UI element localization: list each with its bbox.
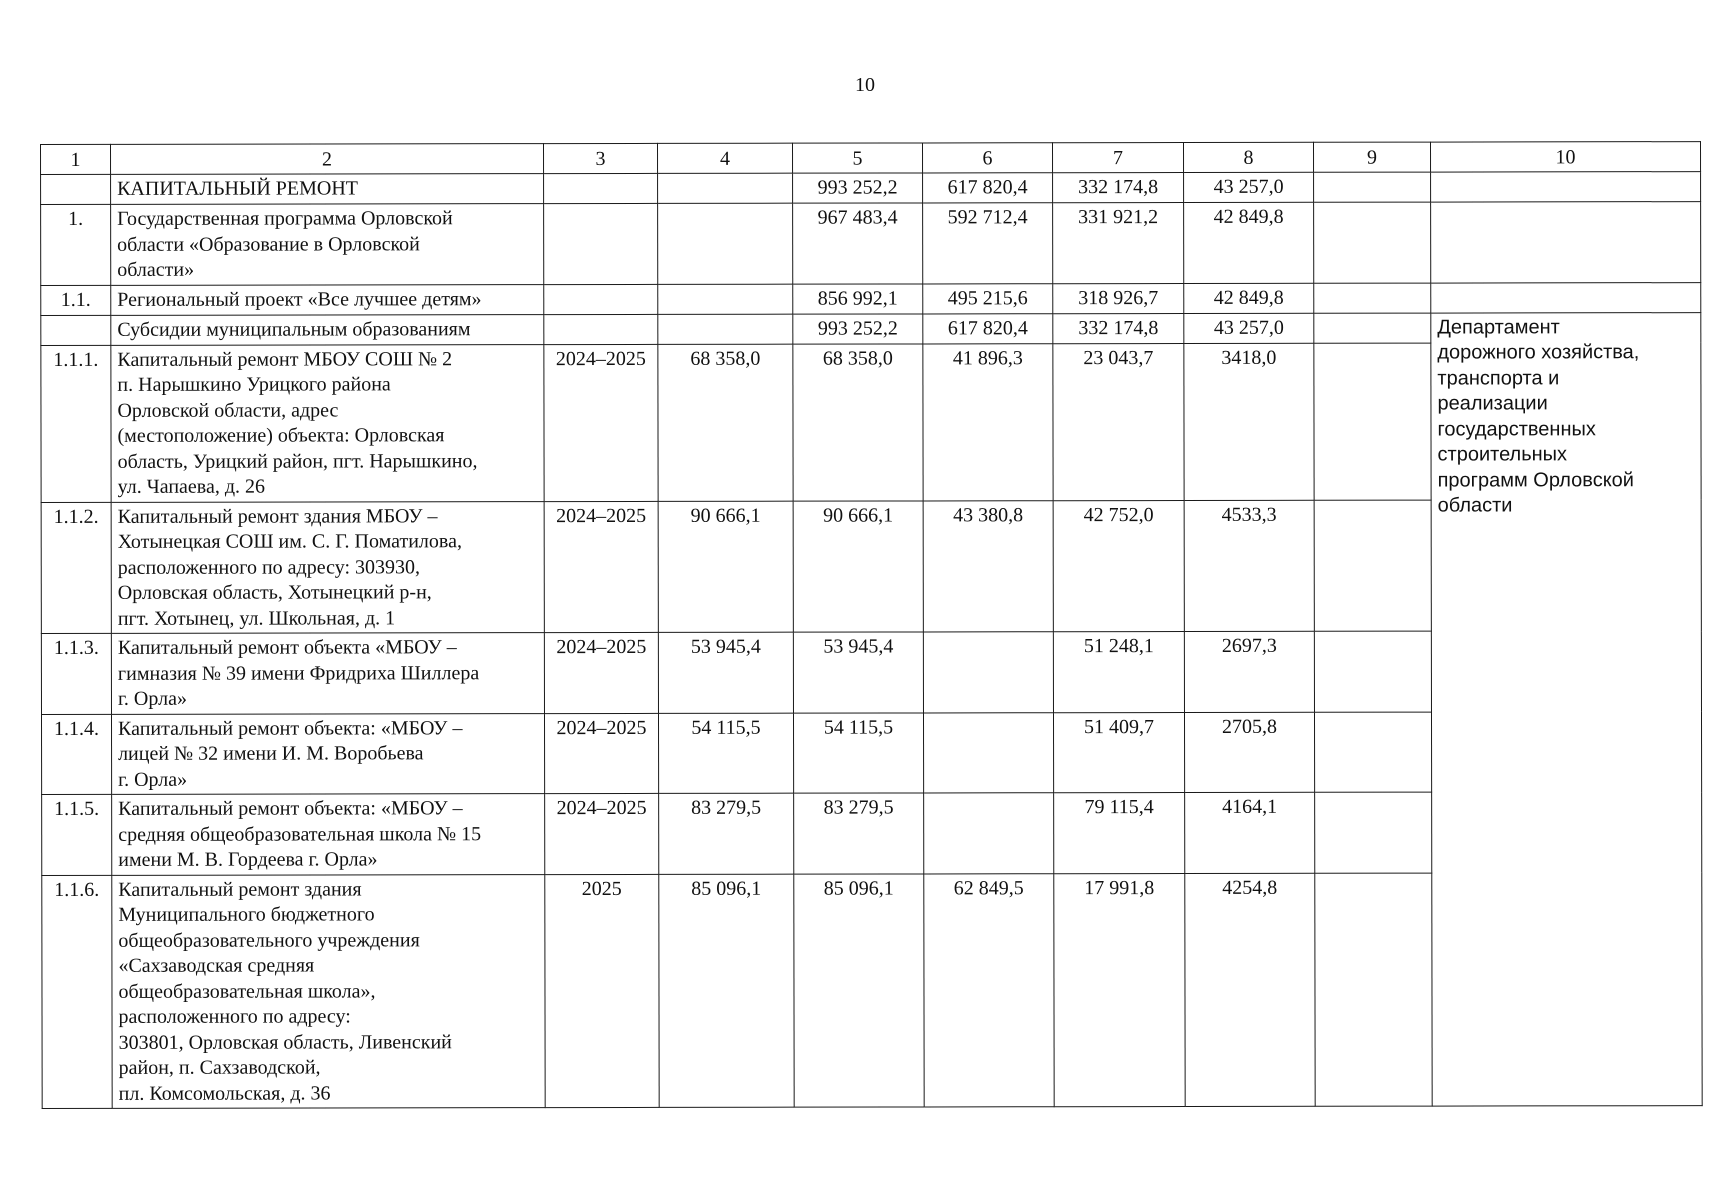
row-col5-value: 967 483,4: [793, 203, 923, 284]
responsible-line: государственных: [1437, 417, 1596, 441]
row-col9-value: [1314, 631, 1431, 712]
row-col6-value: [924, 793, 1054, 874]
column-header: 3: [544, 143, 658, 173]
row-col7-value: 332 174,8: [1053, 173, 1184, 203]
row-responsible: [1431, 282, 1701, 312]
row-col8-value: 42 849,8: [1184, 202, 1314, 283]
row-title-line: области»: [117, 258, 195, 281]
row-number: [41, 315, 111, 345]
row-number: [41, 174, 111, 204]
row-col5-value: 85 096,1: [794, 873, 924, 1107]
row-col7-value: 51 248,1: [1053, 632, 1184, 713]
row-col9-value: [1314, 712, 1431, 793]
row-col6-value: [923, 712, 1053, 793]
row-col8-value: 4164,1: [1185, 792, 1315, 873]
row-title-line: п. Нарышкино Урицкого района: [117, 373, 391, 396]
row-years: 2024–2025: [544, 501, 658, 633]
column-header: 9: [1313, 142, 1430, 172]
row-number: 1.1.3.: [41, 633, 111, 714]
row-title-line: Государственная программа Орловской: [117, 207, 453, 230]
column-header: 8: [1183, 142, 1313, 172]
row-title-line: Орловская область, Хотынецкий р-н,: [117, 581, 432, 604]
row-col7-value: 17 991,8: [1054, 873, 1185, 1107]
table-row: [41, 202, 1701, 285]
row-title-line: Хотынецкая СОШ им. С. Г. Поматилова,: [117, 530, 462, 553]
row-title: [111, 501, 544, 633]
row-title-line: Капитальный ремонт здания МБОУ –: [117, 504, 438, 528]
row-total-cost: [658, 314, 793, 344]
row-col8-value: 4254,8: [1185, 873, 1315, 1107]
row-col8-value: 42 849,8: [1184, 283, 1314, 313]
row-col9-value: [1314, 202, 1431, 283]
row-title-line: общеобразовательная школа»,: [118, 979, 376, 1003]
row-number: 1.1.1.: [41, 345, 111, 502]
row-number: 1.1.5.: [42, 794, 112, 875]
row-title-line: ул. Чапаева, д. 26: [117, 475, 266, 498]
row-number: 1.1.2.: [41, 502, 111, 634]
row-title-line: гимназия № 39 имени Фридриха Шиллера: [117, 661, 480, 685]
column-number-row: [41, 142, 1701, 175]
row-col7-value: 331 921,2: [1053, 203, 1184, 284]
row-col6-value: 495 215,6: [923, 283, 1053, 313]
row-col5-value: 53 945,4: [793, 632, 923, 713]
table-row: [41, 172, 1701, 205]
responsible-line: области: [1437, 494, 1513, 517]
row-title-line: «Сахзаводская средняя: [118, 954, 315, 977]
responsible-line: транспорта и: [1437, 366, 1560, 390]
row-title-line: Капитальный ремонт здания: [118, 877, 362, 901]
row-col9-value: [1314, 343, 1431, 500]
row-col5-value: 90 666,1: [793, 500, 923, 632]
table-row: [41, 312, 1701, 345]
row-col8-value: 4533,3: [1184, 500, 1314, 632]
row-years: 2025: [545, 874, 659, 1108]
row-number: 1.1.: [41, 285, 111, 315]
row-col9-value: [1314, 283, 1431, 313]
row-title-line: пгт. Хотынец, ул. Школьная, д. 1: [117, 606, 396, 630]
row-title: [112, 794, 545, 875]
row-title: [111, 633, 544, 714]
row-title-line: Муниципального бюджетного: [118, 903, 375, 926]
row-col6-value: 617 820,4: [923, 173, 1053, 203]
row-title-line: области «Образование в Орловской: [117, 232, 420, 256]
row-total-cost: 83 279,5: [659, 793, 794, 874]
row-col8-value: 3418,0: [1184, 343, 1314, 500]
row-title-line: Региональный проект «Все лучшее детям»: [117, 287, 482, 311]
column-header: 2: [111, 144, 544, 175]
row-col6-value: 592 712,4: [923, 203, 1053, 284]
row-title-line: 303801, Орловская область, Ливенский: [118, 1030, 452, 1054]
row-title-line: г. Орла»: [118, 768, 188, 791]
row-title-line: Капитальный ремонт МБОУ СОШ № 2: [117, 347, 453, 371]
row-col8-value: 2697,3: [1184, 631, 1314, 712]
row-title-line: Капитальный ремонт объекта: «МБОУ –: [118, 716, 463, 740]
row-col8-value: 43 257,0: [1184, 313, 1314, 343]
row-col9-value: [1314, 500, 1431, 632]
column-header: 6: [922, 143, 1052, 173]
row-col5-value: 993 252,2: [793, 313, 923, 343]
row-col6-value: 617 820,4: [923, 313, 1053, 343]
row-years: [544, 284, 658, 314]
row-total-cost: 90 666,1: [658, 501, 793, 633]
row-title: [111, 713, 544, 794]
row-col5-value: 993 252,2: [793, 173, 923, 203]
row-col6-value: 62 849,5: [924, 873, 1054, 1107]
responsible-line: Департамент: [1437, 315, 1560, 339]
row-col7-value: 42 752,0: [1053, 500, 1184, 632]
row-col7-value: 332 174,8: [1053, 313, 1184, 343]
row-col9-value: [1315, 873, 1432, 1107]
row-title-line: имени М. В. Гордеева г. Орла»: [118, 848, 378, 871]
row-title-line: пл. Комсомольская, д. 36: [118, 1081, 331, 1105]
row-col9-value: [1314, 172, 1431, 202]
row-total-cost: 53 945,4: [658, 632, 793, 713]
column-header: 1: [41, 144, 111, 174]
row-col9-value: [1314, 313, 1431, 343]
row-title: [111, 344, 544, 502]
row-title-line: Орловской области, адрес: [117, 398, 339, 422]
row-responsible: [1431, 202, 1701, 283]
row-title: [111, 314, 544, 345]
row-title-line: Капитальный ремонт объекта: «МБОУ –: [118, 797, 463, 820]
row-years: [544, 203, 658, 284]
row-years: [544, 314, 658, 344]
row-title-line: г. Орла»: [117, 687, 187, 710]
responsible-line: программ Орловской: [1437, 468, 1634, 492]
row-title-line: область, Урицкий район, пгт. Нарышкино,: [117, 449, 478, 473]
column-header: 7: [1052, 143, 1183, 173]
row-col6-value: 43 380,8: [923, 500, 1053, 632]
row-col7-value: 51 409,7: [1053, 712, 1184, 793]
row-title-line: Субсидии муниципальным образованиям: [117, 317, 471, 341]
row-col7-value: 79 115,4: [1054, 793, 1185, 874]
row-number: 1.1.6.: [42, 875, 112, 1109]
responsible-line: дорожного хозяйства,: [1437, 341, 1640, 364]
row-total-cost: [658, 203, 793, 284]
row-title-line: Капитальный ремонт объекта «МБОУ –: [117, 636, 457, 659]
row-col5-value: 856 992,1: [793, 283, 923, 313]
page-number: 10: [855, 74, 875, 96]
row-title-line: район, п. Сахзаводской,: [118, 1056, 321, 1079]
row-total-cost: 54 115,5: [658, 713, 793, 794]
row-total-cost: 68 358,0: [658, 344, 793, 501]
row-col8-value: 2705,8: [1184, 712, 1314, 793]
column-header: 10: [1430, 142, 1700, 172]
column-header: 5: [792, 143, 922, 173]
responsible-line: реализации: [1437, 392, 1548, 415]
row-title-line: КАПИТАЛЬНЫЙ РЕМОНТ: [117, 177, 359, 200]
program-table: [40, 141, 1703, 1109]
column-header: 4: [657, 143, 792, 173]
row-years: [544, 173, 658, 203]
row-title-line: средняя общеобразовательная школа № 15: [118, 822, 482, 846]
row-title-line: расположенного по адресу: 303930,: [117, 555, 421, 579]
row-years: 2024–2025: [544, 344, 658, 501]
row-col8-value: 43 257,0: [1184, 172, 1314, 202]
row-years: 2024–2025: [545, 793, 659, 874]
row-title: [111, 204, 544, 285]
row-title: [111, 174, 544, 205]
row-years: 2024–2025: [544, 713, 658, 794]
row-col7-value: 318 926,7: [1053, 283, 1184, 313]
row-col6-value: [923, 632, 1053, 713]
row-title-line: лицей № 32 имени И. М. Воробьева: [118, 742, 424, 765]
row-title-line: расположенного по адресу:: [118, 1005, 351, 1028]
row-col7-value: 23 043,7: [1053, 343, 1184, 500]
row-total-cost: 85 096,1: [659, 874, 794, 1108]
row-years: 2024–2025: [544, 632, 658, 713]
row-number: 1.1.4.: [41, 714, 111, 795]
row-total-cost: [658, 173, 793, 203]
row-col5-value: 83 279,5: [794, 793, 924, 874]
row-title: [111, 284, 544, 315]
responsible-line: строительных: [1437, 443, 1568, 466]
table-row: [41, 282, 1701, 315]
row-col5-value: 68 358,0: [793, 343, 923, 500]
row-col5-value: 54 115,5: [793, 712, 923, 793]
row-title-line: (местоположение) объекта: Орловская: [117, 424, 445, 447]
row-total-cost: [658, 284, 793, 314]
row-col9-value: [1315, 792, 1432, 873]
row-responsible: [1431, 172, 1701, 202]
responsible-department: [1431, 312, 1702, 1106]
row-title: [112, 874, 545, 1108]
row-number: 1.: [41, 204, 111, 285]
row-col6-value: 41 896,3: [923, 343, 1053, 500]
row-title-line: общеобразовательного учреждения: [118, 928, 420, 952]
